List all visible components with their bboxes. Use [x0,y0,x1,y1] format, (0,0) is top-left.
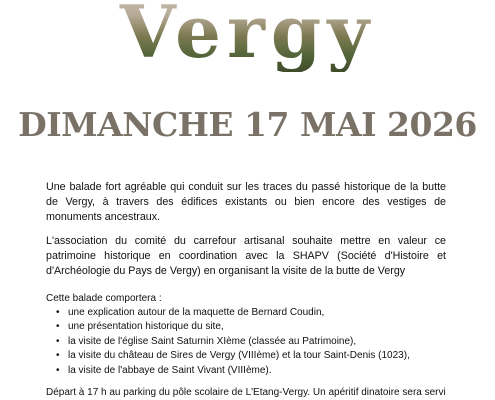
list-item [46,335,410,349]
program-list [46,306,410,378]
list-item-text: la visite de l'église Saint Saturnin XIème (classée au Patrimoine), [68,335,357,347]
intro-paragraph: Une balade fort agréable qui conduit sur les traces du passé historique de la butte de Vergy, à travers des édifices existants ou bien encore des vestiges de monuments ancestraux. [46,181,446,223]
list-item-text: la visite du château de Sires de Vergy (VIIIème) et la tour Saint-Denis (1023), [68,350,410,362]
list-item [46,306,410,320]
bullet-icon: • [56,350,60,362]
banner-title: Vergy [0,0,495,72]
bullet-icon: • [56,307,60,318]
list-item-text: la visite de l'abbaye de Saint Vivant (VIIIème). [68,364,272,376]
list-item-text: une présentation historique du site, [68,321,224,333]
event-date-heading: DIMANCHE 17 MAI 2026 [18,105,477,144]
list-item [46,320,410,334]
list-item [46,349,410,363]
bullet-icon: • [56,335,60,347]
bullet-icon: • [56,364,60,376]
bullet-icon: • [56,321,60,333]
list-item [46,364,410,378]
program-intro: Cette balade comportera : [46,293,162,304]
association-paragraph: L'association du comité du carrefour artisanal souhaite mettre en valeur ce patrimoine historique en coordination avec la SHAPV (Société d'Histoire et d'Archéologie du Pays de Vergy) en organisant la visite de la butte de Vergy [46,235,446,277]
list-item-text: une explication autour de la maquette de Bernard Coudin, [68,307,325,318]
departure-info: Départ à 17 h au parking du pôle scolaire de L'Etang-Vergy. Un apéritif dinatoire sera servi [46,387,446,398]
